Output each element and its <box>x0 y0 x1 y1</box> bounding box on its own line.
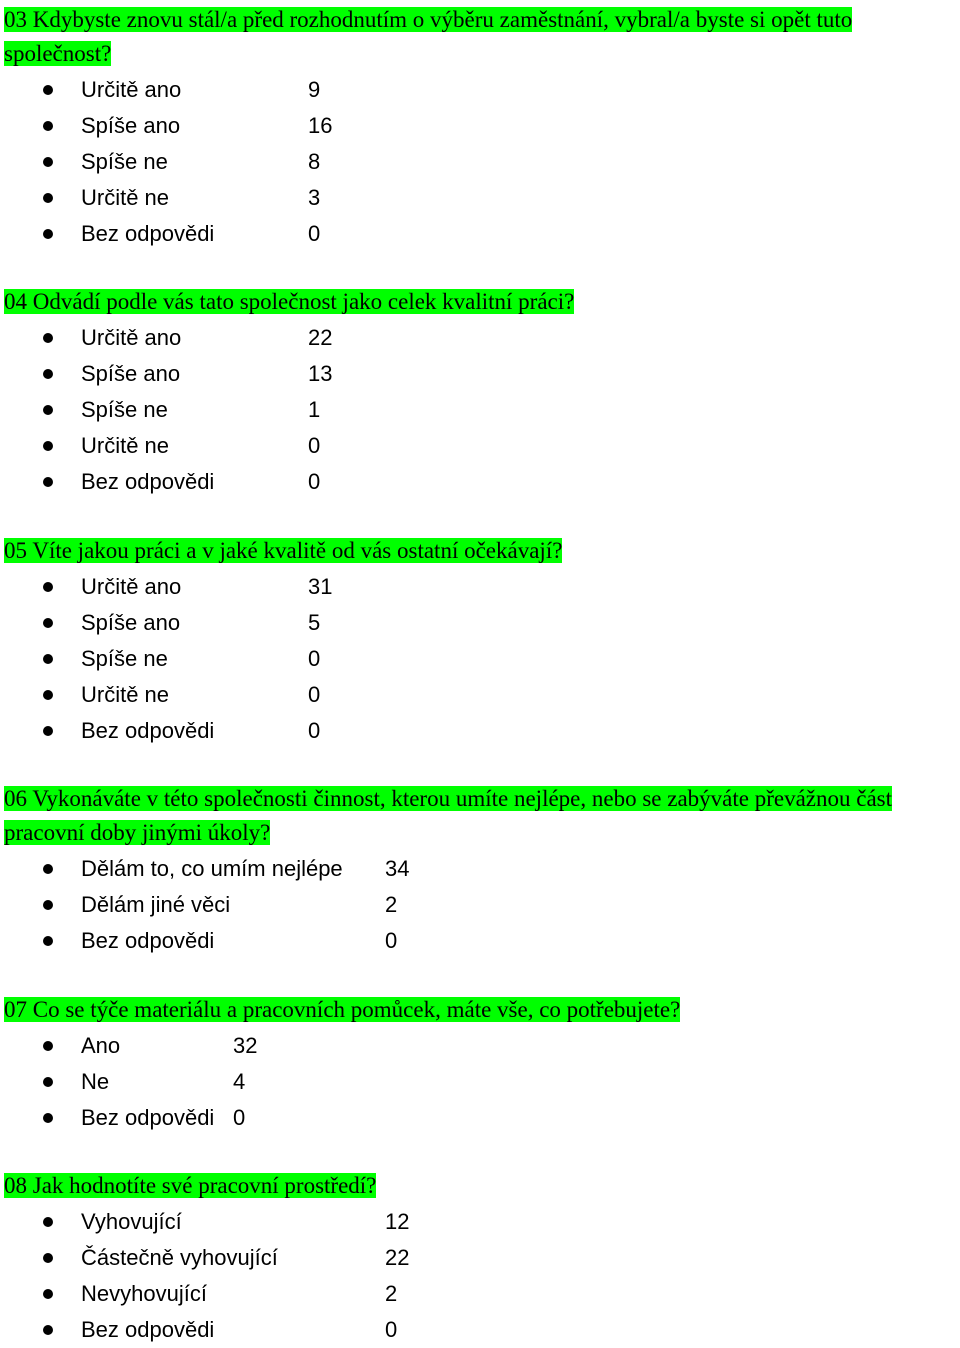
answer-label: Ne <box>81 1069 110 1094</box>
answer-count: 31 <box>308 574 333 599</box>
bullet-icon <box>43 1041 53 1051</box>
question-07 <box>4 993 959 1027</box>
answer-count: 3 <box>308 185 321 210</box>
bullet-icon <box>43 618 53 628</box>
bullet-icon <box>43 333 53 343</box>
answer-label: Bez odpovědi <box>81 1105 215 1130</box>
question-08-text: 08 Jak hodnotíte své pracovní prostředí? <box>4 1173 377 1198</box>
answer-label: Určitě ano <box>81 77 182 102</box>
answer-label: Určitě ano <box>81 325 182 350</box>
answer-count: 16 <box>308 113 333 138</box>
bullet-icon <box>43 1289 53 1299</box>
answer-count: 4 <box>233 1069 246 1094</box>
answer-label: Spíše ano <box>81 361 181 386</box>
answer-count: 5 <box>308 610 321 635</box>
answer-count: 1 <box>308 397 321 422</box>
answer-label: Částečně vyhovující <box>81 1245 278 1270</box>
answer-label: Nevyhovující <box>81 1281 207 1306</box>
answer-count: 2 <box>385 1281 398 1306</box>
bullet-icon <box>43 726 53 736</box>
question-03 <box>4 3 959 71</box>
bullet-icon <box>43 477 53 487</box>
answer-label: Určitě ano <box>81 574 182 599</box>
answer-count: 22 <box>308 325 333 350</box>
answer-count: 0 <box>308 682 321 707</box>
answer-count: 0 <box>233 1105 246 1130</box>
bullet-icon <box>43 654 53 664</box>
bullet-icon <box>43 369 53 379</box>
answer-count: 0 <box>308 469 321 494</box>
question-04-text: 04 Odvádí podle vás tato společnost jako celek kvalitní práci? <box>4 289 575 314</box>
answer-label: Vyhovující <box>81 1209 182 1234</box>
answer-count: 0 <box>385 928 398 953</box>
bullet-icon <box>43 1077 53 1087</box>
bullet-icon <box>43 157 53 167</box>
answer-label: Bez odpovědi <box>81 221 215 246</box>
answer-count: 0 <box>308 646 321 671</box>
answer-count: 22 <box>385 1245 410 1270</box>
answer-label: Určitě ne <box>81 433 170 458</box>
answer-label: Spíše ano <box>81 113 181 138</box>
answer-label: Bez odpovědi <box>81 469 215 494</box>
question-08 <box>4 1169 959 1203</box>
bullet-icon <box>43 229 53 239</box>
question-06-text: 06 Vykonáváte v této společnosti činnost, kterou umíte nejlépe, nebo se zabýváte převážnou část pracovní doby jinými úkoly? <box>4 786 893 845</box>
bullet-icon <box>43 864 53 874</box>
question-04 <box>4 285 959 319</box>
answer-count: 0 <box>385 1317 398 1342</box>
question-06 <box>4 782 959 850</box>
answer-count: 0 <box>308 221 321 246</box>
answer-label: Dělám to, co umím nejlépe <box>81 856 343 881</box>
question-05-text: 05 Víte jakou práci a v jaké kvalitě od vás ostatní očekávají? <box>4 538 563 563</box>
answer-label: Spíše ano <box>81 610 181 635</box>
bullet-icon <box>43 193 53 203</box>
bullet-icon <box>43 1217 53 1227</box>
bullet-icon <box>43 690 53 700</box>
bullet-icon <box>43 1253 53 1263</box>
question-07-text: 07 Co se týče materiálu a pracovních pomůcek, máte vše, co potřebujete? <box>4 997 681 1022</box>
bullet-icon <box>43 441 53 451</box>
bullet-icon <box>43 405 53 415</box>
bullet-icon <box>43 121 53 131</box>
bullet-icon <box>43 900 53 910</box>
answer-label: Ano <box>81 1033 121 1058</box>
answer-label: Dělám jiné věci <box>81 892 231 917</box>
answer-label: Určitě ne <box>81 682 170 707</box>
answer-count: 12 <box>385 1209 410 1234</box>
answer-count: 32 <box>233 1033 258 1058</box>
answer-label: Spíše ne <box>81 646 168 671</box>
answer-count: 9 <box>308 77 321 102</box>
bullet-icon <box>43 1325 53 1335</box>
answer-label: Bez odpovědi <box>81 928 215 953</box>
answer-count: 2 <box>385 892 398 917</box>
bullet-icon <box>43 936 53 946</box>
answer-label: Bez odpovědi <box>81 1317 215 1342</box>
answer-count: 0 <box>308 718 321 743</box>
answer-count: 34 <box>385 856 410 881</box>
answer-count: 13 <box>308 361 333 386</box>
answer-label: Bez odpovědi <box>81 718 215 743</box>
bullet-icon <box>43 1113 53 1123</box>
answer-count: 0 <box>308 433 321 458</box>
question-03-text: 03 Kdybyste znovu stál/a před rozhodnutím o výběru zaměstnání, vybral/a byste si opět tuto společnost? <box>4 7 853 66</box>
answer-label: Spíše ne <box>81 397 168 422</box>
answer-label: Spíše ne <box>81 149 168 174</box>
question-05 <box>4 534 959 568</box>
bullet-icon <box>43 582 53 592</box>
answer-count: 8 <box>308 149 321 174</box>
bullet-icon <box>43 85 53 95</box>
answer-label: Určitě ne <box>81 185 170 210</box>
